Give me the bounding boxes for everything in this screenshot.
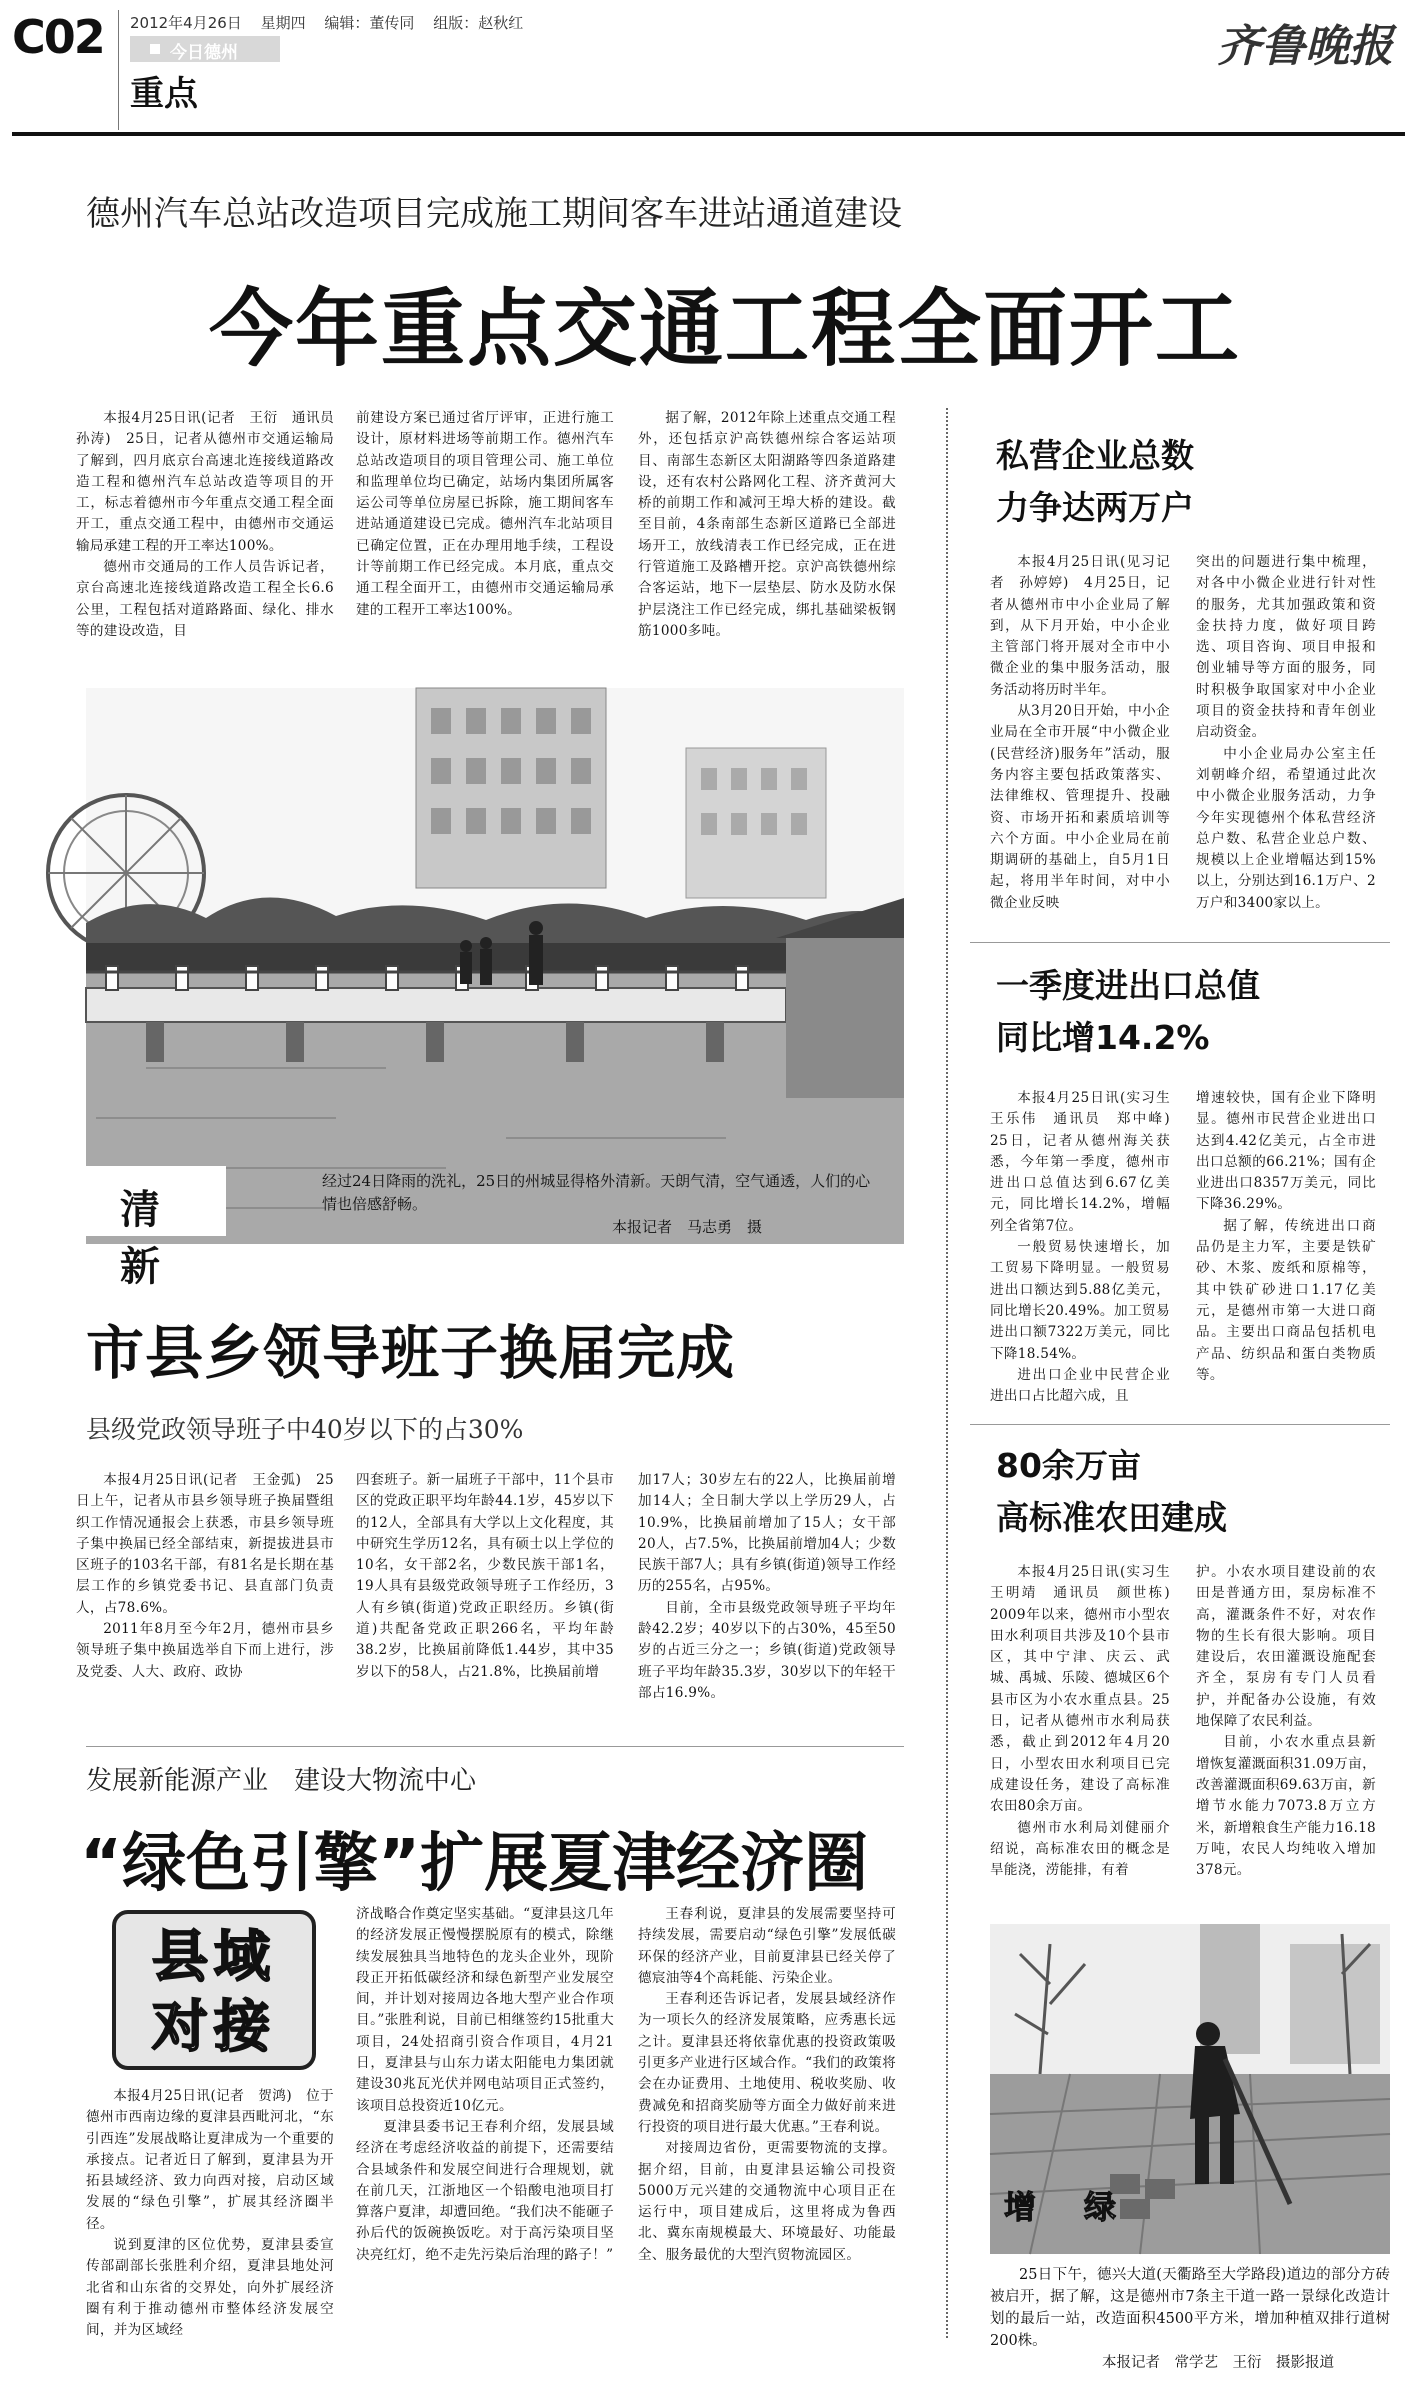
leaders-paragraph: 加17人；30岁左右的22人，比换届前增加14人；全日制大学以上学历29人，占10.9%，比换届前增加了15人；女干部20人，占7.5%，比换届前增加4人；少数民族干部7人；具有乡镇(街道)领导工作经历的255名，占95%。 bbox=[638, 1472, 896, 1595]
lead-headline: 今年重点交通工程全面开工 bbox=[208, 280, 1241, 378]
leaders-col-2 bbox=[356, 1470, 614, 1683]
photo-caption-text: 经过24日降雨的洗礼，25日的州城显得格外清新。天朗气清，空气通透，人们的心情也倍感舒畅。 bbox=[322, 1172, 871, 1213]
layout-credit: 组版：赵秋红 bbox=[433, 14, 524, 32]
lead-col-2 bbox=[356, 408, 614, 621]
xiajin-col-3 bbox=[638, 1904, 896, 2266]
county-column-badge bbox=[112, 1910, 316, 2070]
county-badge-line: 县域 bbox=[152, 1924, 276, 1990]
export-headline-line: 同比增14.2% bbox=[996, 1018, 1210, 1057]
xiajin-paragraph: 夏津县委书记王春利介绍，发展县域经济在考虑经济收益的前提下，还需要结合县域条件和发展空间进行合理规划，就在前几天，江浙地区一个铅酸电池项目打算落户夏津，却遭回绝。“我们决不能砸子孙后代的饭碗换饭吃。对于高污染项目坚决亮红灯，绝不走先污染后治理的路子！” bbox=[356, 2118, 614, 2263]
xiajin-paragraph: 王春利还告诉记者，发展县域经济作为一项长久的经济发展策略，应秀惠长远之计。夏津县还将依靠优惠的投资政策吸引更多产业进行区域合作。“我们的政策将会在办证费用、土地使用、税收奖励、收费减免和招商奖励等方面全力做好前来进行投资的项目进行最大优惠。”王春利说。 bbox=[638, 1991, 896, 2135]
leaders-paragraph: 目前，全市县级党政领导班子平均年龄42.2岁；40岁以下的占30%，45至50岁的占近三分之一；乡镇(街道)党政领导班子平均年龄35.3岁，30岁以下的年轻干部占16.9%。 bbox=[638, 1599, 896, 1701]
export-paragraph: 本报4月25日讯(实习生 王乐伟 通讯员 郑中峰) 25日，记者从德州海关获悉，今年第一季度，德州市进出口总值达到6.67亿美元，同比增长14.2%，增幅列全省第7位。 bbox=[990, 1090, 1184, 1234]
leaders-col-1 bbox=[76, 1470, 334, 1683]
farmland-headline bbox=[996, 1440, 1227, 1544]
farmland-col-2 bbox=[1196, 1562, 1376, 1881]
leaders-paragraph: 四套班子。新一届班子干部中，11个县市区的党政正职平均年龄44.1岁，45岁以下的12人，全部具有大学以上文化程度，其中研究生学历12名，具有硕士以上学位的10名，女干部2名，少数民族干部1名，19人具有县级党政领导班子工作经历，3人有乡镇(街道)党政正职经历。乡镇(街道)共配备党政正职266名，平均年龄38.2岁，比换届前降低1.44岁，其中35岁以下的58人，占21.8%，比换届前增 bbox=[356, 1472, 614, 1680]
tag-square-icon bbox=[150, 44, 160, 54]
leaders-headline: 市县乡领导班子换届完成 bbox=[86, 1319, 736, 1387]
newspaper-logo: 齐鲁晚报 bbox=[1217, 21, 1393, 72]
county-badge-line: 对接 bbox=[152, 1994, 276, 2060]
sidebar-divider bbox=[946, 408, 948, 2338]
farmland-headline-line: 80余万亩 bbox=[996, 1446, 1141, 1485]
photo2-caption bbox=[990, 2264, 1390, 2374]
export-paragraph: 一般贸易快速增长，加工贸易下降明显。一般贸易进出口额达到5.88亿美元，同比增长20.49%。加工贸易进出口额7322万美元，同比下降18.54%。 bbox=[990, 1239, 1170, 1362]
xiajin-col-1 bbox=[86, 2086, 334, 2342]
leaders-subtitle: 县级党政领导班子中40岁以下的占30% bbox=[86, 1415, 524, 1444]
photo-badge: 清 新 bbox=[86, 1166, 226, 1236]
farmland-headline-line: 高标准农田建成 bbox=[996, 1498, 1227, 1537]
export-paragraph: 据了解，传统进出口商品仍是主力军，主要是铁矿砂、木浆、废纸和原棉等，其中铁矿砂进口1.17亿美元，是德州市第一大进口商品。主要出口商品包括机电产品、纺织品和蛋白类物质等。 bbox=[1196, 1217, 1376, 1383]
farmland-paragraph: 本报4月25日讯(实习生 王明靖 通讯员 颜世栋) 2009年以来，德州市小型农田水利项目共涉及10个县市区，其中宁津、庆云、武城、禹城、乐陵、德城区6个县市区为小农水重点县。25日，记者从德州市水利局获悉，截止到2012年4月20日，小型农田水利项目已完成建设任务，建设了高标准农田80余万亩。 bbox=[990, 1564, 1184, 1815]
lead-paragraph: 本报4月25日讯(记者 王衍 通讯员 孙涛) 25日，记者从德州市交通运输局了解到，四月底京台高速北连接线道路改造工程和德州汽车总站改造等项目的开工，标志着德州市今年重点交通工程全面开工，重点交通工程中，由德州市交通运输局承建工程的开工率达100%。 bbox=[76, 410, 348, 554]
lead-col-3 bbox=[638, 408, 896, 642]
export-paragraph: 增速较快，国有企业下降明显。德州市民营企业进出口达到4.42亿美元，占全市进出口总额的66.21%；国有企业进出口8357万美元，同比下降36.29%。 bbox=[1196, 1090, 1376, 1213]
page-number: C02 bbox=[12, 10, 104, 64]
xiajin-paragraph: 本报4月25日讯(记者 贺鸿) 位于德州市西南边缘的夏津县西毗河北，“东引西连”发展战略让夏津成为一个重要的承接点。记者近日了解到，夏津县为开拓县域经济、致力向西对接，启动区域发展的“绿色引擎”，扩展其经济圈半径。 bbox=[86, 2088, 334, 2232]
sidebar-rule bbox=[970, 1424, 1390, 1425]
xiajin-col-2 bbox=[356, 1904, 614, 2266]
section-title: 重点 bbox=[130, 74, 198, 114]
header-rule bbox=[12, 132, 1405, 136]
leaders-paragraph: 本报4月25日讯(记者 王金弧) 25日上午，记者从市县乡领导班子换届暨组织工作情况通报会上获悉，市县乡领导班子集中换届已经全部结束，新提拔进县市区班子的103名干部，有81名是长期在基层工作的乡镇党委书记、县直部门负责人，占78.6%。 bbox=[76, 1472, 334, 1616]
lead-col-1 bbox=[76, 408, 348, 642]
header-meta bbox=[130, 12, 537, 33]
lead-paragraph: 德州市交通局的工作人员告诉记者，京台高速北连接线道路改造工程全长6.6公里，工程包括对道路路面、绿化、排水等的建设改造，目 bbox=[76, 559, 334, 639]
xiajin-paragraph: 说到夏津的区位优势，夏津县委宣传部副部长张胜利介绍，夏津县地处河北省和山东省的交界处，向外扩展经济圈有利于推动德州市整体经济发展空间，并为区域经 bbox=[86, 2237, 334, 2339]
farmland-paragraph: 目前，小农水重点县新增恢复灌溉面积31.09万亩，改善灌溉面积69.63万亩，新增节水能力7073.8万立方米，新增粮食生产能力16.18万吨，农民人均纯收入增加378元。 bbox=[1196, 1734, 1376, 1879]
private-col-1 bbox=[990, 552, 1170, 914]
xiajin-paragraph: 对接周边省份，更需要物流的支撑。据介绍，目前，由夏津县运输公司投资5000万元兴建的交通物流中心项目正在运行中，项目建成后，这里将成为鲁西北、冀东南规模最大、环境最好、功能最全、服务最优的大型汽贸物流园区。 bbox=[638, 2140, 896, 2263]
section-tag bbox=[130, 36, 280, 62]
photo-credit: 本报记者 马志勇 摄 bbox=[612, 1218, 763, 1236]
section-divider bbox=[86, 1746, 904, 1747]
lead-paragraph: 前建设方案已通过省厅评审，正进行施工设计，原材料进场等前期工作。德州汽车总站改造项目的项目管理公司、施工单位和监理单位均已确定，站场内集团所属客运公司等单位房屋已拆除，施工期间客车进站通道建设已完成。德州汽车北站项目已确定位置，正在办理用地手续，工程设计等前期工作已经完成。本月底，重点交通工程全面开工，由德州市交通运输局承建的工程开工率达100%。 bbox=[356, 410, 614, 618]
private-headline bbox=[996, 430, 1194, 534]
photo-lake-bridge bbox=[86, 688, 904, 1290]
section-tag-label: 今日德州 bbox=[170, 43, 238, 63]
lead-paragraph: 据了解，2012年除上述重点交通工程外，还包括京沪高铁德州综合客运站项目、南部生态新区太阳湖路等四条道路建设，还有农村公路网化工程、济齐黄河大桥的前期工作和减河王埠大桥的建设。截至目前，4条南部生态新区道路已全部进场开工，放线清表工作已经完成，正在进行管道施工及路槽开挖。京沪高铁德州综合客运站，地下一层垫层、防水及防水保护层浇注工作已经完成，绑扎基础梁板钢筋1000多吨。 bbox=[638, 410, 896, 639]
xiajin-headline: “绿色引擎”扩展夏津经济圈 bbox=[80, 1827, 869, 1901]
xiajin-paragraph: 济战略合作奠定坚实基础。“夏津县这几年的经济发展正慢慢摆脱原有的模式，除继续发展独具当地特色的龙头企业外，现阶段正开拓低碳经济和绿色新型产业发展空间，并计划对接周边各地大型产业合作项目。”张胜利说，目前已相继签约15批重大项目，24处招商引资合作项目，4月21日，夏津县与山东力诺太阳能电力集团就建设30兆瓦光伏并网电站项目正式签约，该项目总投资近10亿元。 bbox=[356, 1906, 614, 2114]
private-col-2 bbox=[1196, 552, 1376, 914]
photo-street-planting bbox=[990, 1924, 1390, 2254]
private-headline-line: 私营企业总数 bbox=[996, 436, 1194, 475]
sidebar-rule bbox=[970, 942, 1390, 943]
farmland-col-1 bbox=[990, 1562, 1184, 1881]
photo-caption bbox=[322, 1170, 882, 1239]
leaders-paragraph: 2011年8月至今年2月，德州市县乡领导班子集中换届选举自下而上进行，涉及党委、人大、政府、政协 bbox=[76, 1621, 334, 1680]
lake-scene-image bbox=[86, 688, 904, 1244]
lead-subtitle: 德州汽车总站改造项目完成施工期间客车进站通道建设 bbox=[86, 194, 902, 234]
photo2-credit: 本报记者 常学艺 王衍 摄影报道 bbox=[1102, 2355, 1334, 2371]
issue-date: 2012年4月26日 bbox=[130, 14, 242, 32]
private-paragraph: 突出的问题进行集中梳理，对各中小微企业进行针对性的服务，尤其加强政策和资金扶持力度，做好项目跨选、项目咨询、项目申报和创业辅导等方面的服务，同时积极争取国家对中小企业项目的资金扶持和青年创业启动资金。 bbox=[1196, 554, 1376, 741]
export-col-1 bbox=[990, 1088, 1184, 1407]
private-paragraph: 从3月20日开始，中小企业局在全市开展“中小微企业(民营经济)服务年”活动，服务内容主要包括政策落实、法律维权、管理提升、投融资、市场开拓和素质培训等六个方面。中小企业局在前期调研的基础上，自5月1日起，将用半年时间，对中小微企业反映 bbox=[990, 703, 1170, 911]
export-headline bbox=[996, 960, 1260, 1064]
photo2-badge: 增 绿 bbox=[1004, 2188, 1125, 2226]
farmland-paragraph: 护。小农水项目建设前的农田是普通方田，泵房标准不高，灌溉条件不好，对农作物的生长有很大影响。项目建设后，农田灌溉设施配套齐全，泵房有专门人员看护，并配备办公设施，有效地保障了农民利益。 bbox=[1196, 1564, 1376, 1730]
private-headline-line: 力争达两万户 bbox=[996, 488, 1194, 527]
private-paragraph: 本报4月25日讯(见习记者 孙婷婷) 4月25日，记者从德州市中小企业局了解到，从下月开始，中小企业主管部门将开展对全市中小微企业的集中服务活动，服务活动将历时半年。 bbox=[990, 554, 1170, 698]
issue-weekday: 星期四 bbox=[260, 14, 306, 32]
private-paragraph: 中小企业局办公室主任刘朝峰介绍，希望通过此次中小微企业服务活动，力争今年实现德州个体私营经济总户数、私营企业总户数、规模以上企业增幅达到15%以上，分别达到16.1万户、2万户和3400家以上。 bbox=[1196, 745, 1376, 911]
header-divider bbox=[118, 10, 119, 130]
photo2-caption-text: 25日下午，德兴大道(天衢路至大学路段)道边的部分方砖被启开，据了解，这是德州市7条主干道一路一景绿化改造计划的最后一站，改造面积4500平方米，增加种植双排行道树200株。 bbox=[990, 2267, 1390, 2349]
xiajin-subtitle: 发展新能源产业 建设大物流中心 bbox=[86, 1766, 477, 1796]
export-col-2 bbox=[1196, 1088, 1376, 1386]
export-headline-line: 一季度进出口总值 bbox=[996, 966, 1260, 1005]
leaders-col-3 bbox=[638, 1470, 896, 1704]
farmland-paragraph: 德州市水利局刘健丽介绍说，高标准农田的概念是旱能浇，涝能排，有着 bbox=[990, 1819, 1170, 1879]
xiajin-paragraph: 王春利说，夏津县的发展需要坚持可持续发展，需要启动“绿色引擎”发展低碳环保的经济产业，目前夏津县已经关停了德宸油等4个高耗能、污染企业。 bbox=[638, 1906, 896, 1986]
editor-credit: 编辑：董传同 bbox=[324, 14, 415, 32]
export-paragraph: 进出口企业中民营企业进出口占比超六成，且 bbox=[990, 1366, 1170, 1405]
